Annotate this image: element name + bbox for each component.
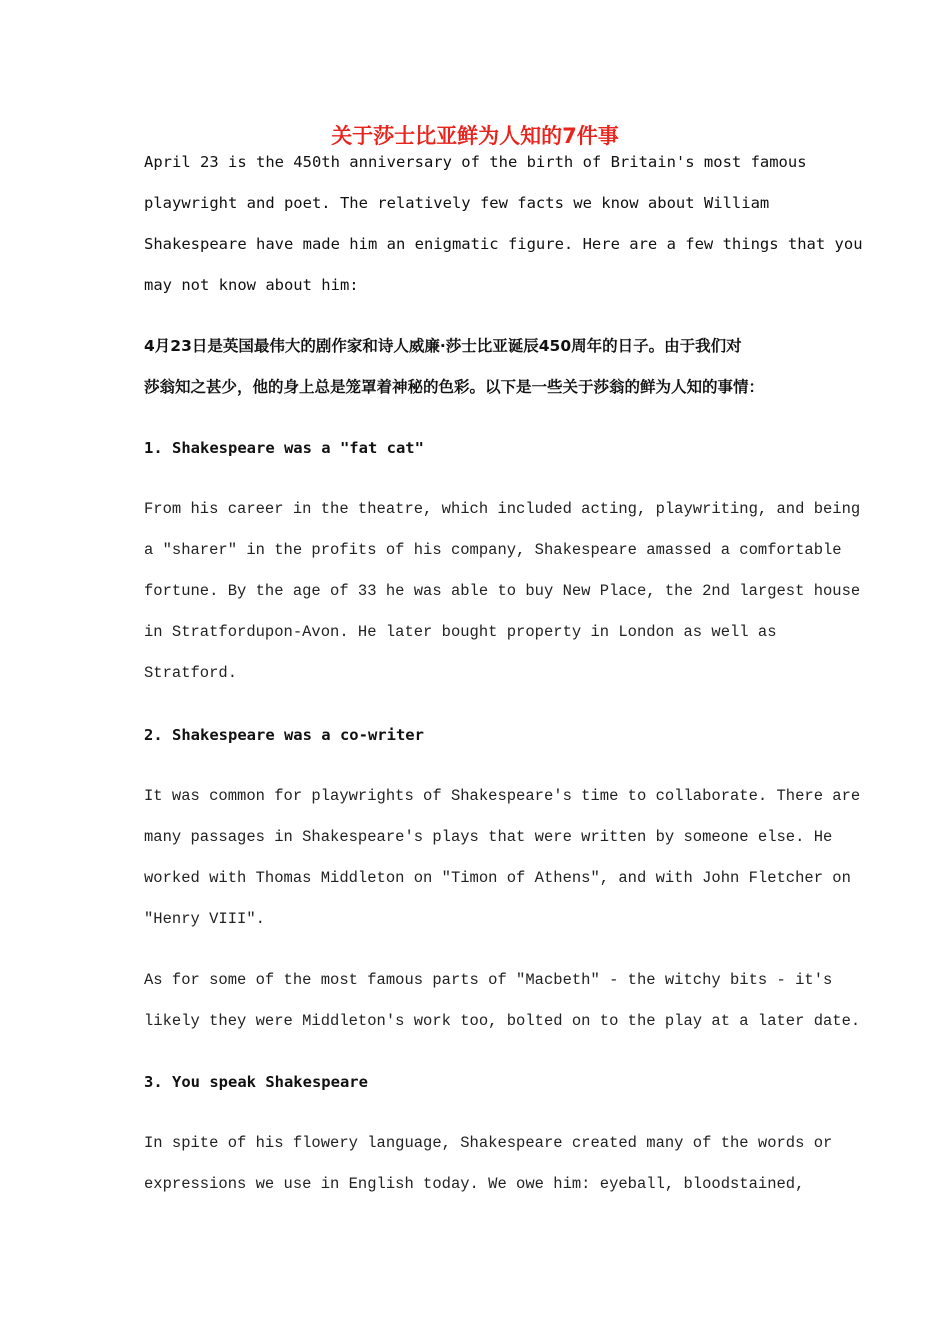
paragraph-line: fortune. By the age of 33 he was able to buy New Place, the 2nd largest house	[144, 582, 861, 600]
paragraph-line: As for some of the most famous parts of "Macbeth" - the witchy bits - it's	[144, 971, 833, 989]
paragraph-line: expressions we use in English today. We owe him: eyeball, bloodstained,	[144, 1175, 805, 1193]
paragraph-line: Stratford.	[144, 664, 238, 682]
paragraph-line: worked with Thomas Middleton on "Timon of Athens", and with John Fletcher on	[144, 869, 851, 887]
intro-en-line: Shakespeare have made him an enigmatic figure. Here are a few things that you	[144, 235, 863, 253]
paragraph-line: a "sharer" in the profits of his company, Shakespeare amassed a comfortable	[144, 541, 842, 559]
paragraph-line: It was common for playwrights of Shakespeare's time to collaborate. There are	[144, 787, 861, 805]
page-title: 关于莎士比亚鲜为人知的7件事	[331, 124, 619, 148]
section-heading: 2. Shakespeare was a co-writer	[144, 726, 424, 744]
intro-cn-line: 4月23日是英国最伟大的剧作家和诗人威廉·莎士比亚诞辰450周年的日子。由于我们对	[144, 337, 742, 355]
paragraph-line: In spite of his flowery language, Shakespeare created many of the words or	[144, 1134, 833, 1152]
intro-cn-line: 莎翁知之甚少，他的身上总是笼罩着神秘的色彩。以下是一些关于莎翁的鲜为人知的事情：	[144, 378, 765, 396]
paragraph-line: "Henry VIII".	[144, 910, 265, 928]
paragraph-line: in Stratfordupon-Avon. He later bought property in London as well as	[144, 623, 777, 641]
intro-en-line: may not know about him:	[144, 276, 359, 294]
intro-en-line: April 23 is the 450th anniversary of the birth of Britain's most famous	[144, 153, 807, 171]
paragraph-line: many passages in Shakespeare's plays that were written by someone else. He	[144, 828, 833, 846]
paragraph-line: From his career in the theatre, which included acting, playwriting, and being	[144, 500, 861, 518]
section-heading: 3. You speak Shakespeare	[144, 1073, 368, 1091]
paragraph-line: likely they were Middleton's work too, bolted on to the play at a later date.	[144, 1012, 861, 1030]
section-heading: 1. Shakespeare was a "fat cat"	[144, 439, 424, 457]
intro-en-line: playwright and poet. The relatively few facts we know about William	[144, 194, 770, 212]
